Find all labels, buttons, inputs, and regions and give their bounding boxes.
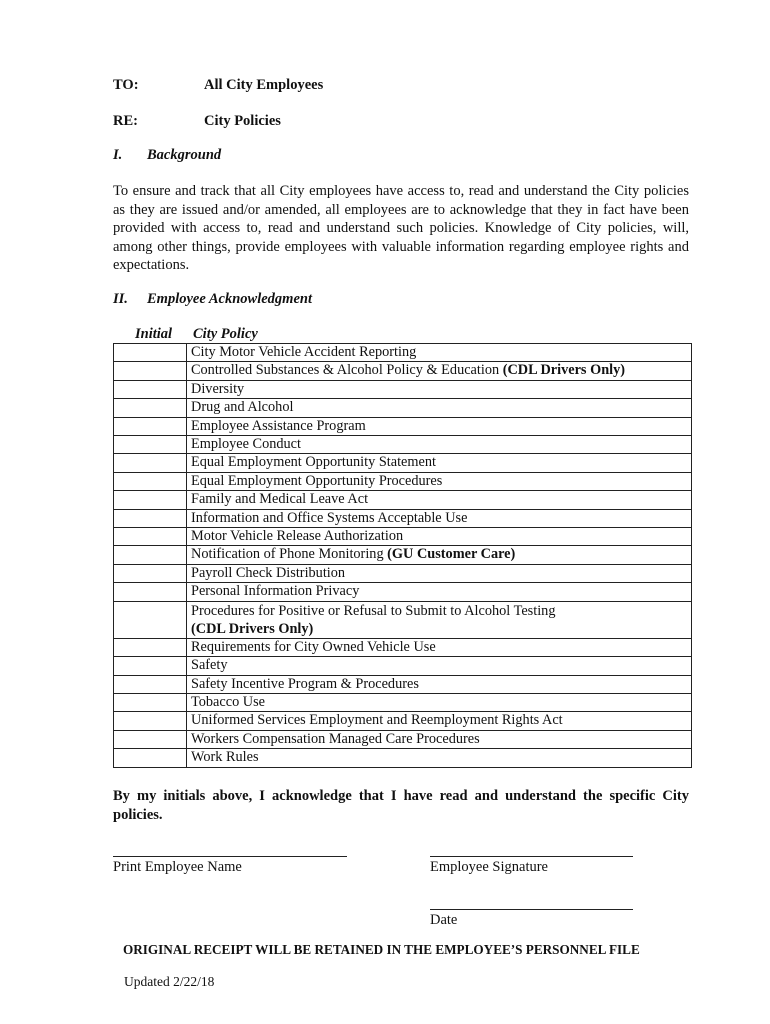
col-policy-header: City Policy	[193, 326, 258, 342]
initial-cell[interactable]	[114, 436, 187, 454]
col-initial-header: Initial	[135, 326, 173, 342]
policy-name-cell	[187, 417, 692, 435]
initial-cell[interactable]	[114, 638, 187, 656]
policy-row	[114, 399, 692, 417]
policy-row	[114, 491, 692, 509]
policy-name: Diversity	[191, 380, 245, 397]
policy-name: Drug and Alcohol	[191, 399, 294, 416]
policy-table	[113, 343, 692, 768]
policy-name: Employee Assistance Program	[191, 417, 366, 434]
policy-name: Equal Employment Opportunity Statement	[191, 454, 436, 471]
date-line[interactable]	[430, 909, 633, 910]
acknowledgment-statement: By my initials above, I acknowledge that I have read and understand the specific City policies.	[113, 788, 689, 823]
initial-cell[interactable]	[114, 564, 187, 582]
policy-name: Equal Employment Opportunity Procedures	[191, 472, 443, 489]
policy-name: Work Rules	[191, 749, 259, 766]
initial-cell[interactable]	[114, 472, 187, 490]
section2-number: II.	[113, 291, 128, 307]
section1-title: Background	[147, 147, 222, 163]
policy-name-cell	[187, 546, 692, 564]
policy-name-cell	[187, 693, 692, 711]
initial-cell[interactable]	[114, 675, 187, 693]
policy-name-cell	[187, 491, 692, 509]
initial-cell[interactable]	[114, 380, 187, 398]
policy-name-cell	[187, 472, 692, 490]
policy-row	[114, 546, 692, 564]
re-value: City Policies	[204, 113, 281, 129]
policy-row	[114, 583, 692, 601]
policy-row	[114, 509, 692, 527]
policy-name-cell	[187, 638, 692, 656]
policy-name: Controlled Substances & Alcohol Policy & Education	[191, 362, 503, 379]
policy-qualifier: (CDL Drivers Only)	[502, 362, 626, 379]
policy-name: Notification of Phone Monitoring	[191, 546, 388, 563]
policy-name: Employee Conduct	[191, 436, 301, 453]
policy-row	[114, 712, 692, 730]
updated-date: Updated 2/22/18	[124, 974, 215, 989]
initial-cell[interactable]	[114, 693, 187, 711]
policy-row	[114, 564, 692, 582]
policy-row	[114, 528, 692, 546]
initial-cell[interactable]	[114, 528, 187, 546]
retention-notice: ORIGINAL RECEIPT WILL BE RETAINED IN THE EMPLOYEE’S PERSONNEL FILE	[123, 942, 640, 957]
initial-cell[interactable]	[114, 362, 187, 380]
policy-name: Safety Incentive Program & Procedures	[191, 675, 419, 692]
initial-cell[interactable]	[114, 399, 187, 417]
initial-cell[interactable]	[114, 712, 187, 730]
policy-row	[114, 472, 692, 490]
policy-row	[114, 638, 692, 656]
policy-name-cell	[187, 436, 692, 454]
initial-cell[interactable]	[114, 601, 187, 638]
section1-number: I.	[113, 147, 123, 163]
initial-cell[interactable]	[114, 491, 187, 509]
policy-name-cell	[187, 749, 692, 767]
background-paragraph: To ensure and track that all City employees have access to, read and understand the City policies as they are issued and/or amended, all employees are to acknowledge that they in fact have been provided with access to, read and understand such policies. Knowledge of City policies, will, among other things, provide employees with valuable information regarding employee rights and expectations.	[113, 183, 689, 273]
policy-name: Procedures for Positive or Refusal to Submit to Alcohol Testing	[191, 602, 556, 619]
initial-cell[interactable]	[114, 344, 187, 362]
date-label: Date	[430, 912, 458, 928]
policy-name: Information and Office Systems Acceptable Use	[191, 509, 468, 526]
print-name-line[interactable]	[113, 856, 347, 857]
policy-name-cell	[187, 730, 692, 748]
policy-row	[114, 730, 692, 748]
initial-cell[interactable]	[114, 749, 187, 767]
signature-label: Employee Signature	[430, 859, 548, 875]
policy-name-cell	[187, 564, 692, 582]
policy-qualifier: (GU Customer Care)	[387, 546, 516, 563]
policy-name-cell	[187, 712, 692, 730]
signature-line[interactable]	[430, 856, 633, 857]
policy-name-cell	[187, 509, 692, 527]
policy-row	[114, 436, 692, 454]
initial-cell[interactable]	[114, 509, 187, 527]
policy-name: Motor Vehicle Release Authorization	[191, 528, 404, 545]
policy-name: Workers Compensation Managed Care Procedures	[191, 730, 480, 747]
policy-row	[114, 344, 692, 362]
policy-name: Safety	[191, 657, 228, 674]
policy-row	[114, 749, 692, 767]
policy-name: Payroll Check Distribution	[191, 564, 346, 581]
policy-name: Tobacco Use	[191, 693, 266, 710]
section2-title: Employee Acknowledgment	[147, 291, 312, 307]
policy-name: Uniformed Services Employment and Reemployment Rights Act	[191, 712, 563, 729]
to-label: TO:	[113, 77, 139, 93]
policy-name-cell	[187, 657, 692, 675]
policy-row	[114, 362, 692, 380]
policy-name: Personal Information Privacy	[191, 583, 360, 600]
policy-row	[114, 675, 692, 693]
initial-cell[interactable]	[114, 730, 187, 748]
policy-name: Family and Medical Leave Act	[191, 491, 369, 508]
policy-name-cell	[187, 601, 692, 638]
initial-cell[interactable]	[114, 583, 187, 601]
re-label: RE:	[113, 113, 138, 129]
policy-qualifier: (CDL Drivers Only)	[191, 620, 314, 637]
policy-name: City Motor Vehicle Accident Reporting	[191, 344, 417, 360]
policy-name-cell	[187, 362, 692, 380]
policy-name: Requirements for City Owned Vehicle Use	[191, 638, 436, 655]
policy-name-cell	[187, 399, 692, 417]
initial-cell[interactable]	[114, 546, 187, 564]
policy-row	[114, 657, 692, 675]
policy-name-cell	[187, 344, 692, 362]
policy-name-cell	[187, 528, 692, 546]
policy-row	[114, 693, 692, 711]
initial-cell[interactable]	[114, 657, 187, 675]
policy-name-cell	[187, 380, 692, 398]
policy-name-cell	[187, 583, 692, 601]
policy-row	[114, 417, 692, 435]
policy-name-cell	[187, 675, 692, 693]
policy-name-cell	[187, 454, 692, 472]
policy-row	[114, 601, 692, 638]
initial-cell[interactable]	[114, 454, 187, 472]
policy-row	[114, 454, 692, 472]
policy-row	[114, 380, 692, 398]
print-name-label: Print Employee Name	[113, 859, 242, 875]
initial-cell[interactable]	[114, 417, 187, 435]
to-value: All City Employees	[204, 77, 324, 93]
